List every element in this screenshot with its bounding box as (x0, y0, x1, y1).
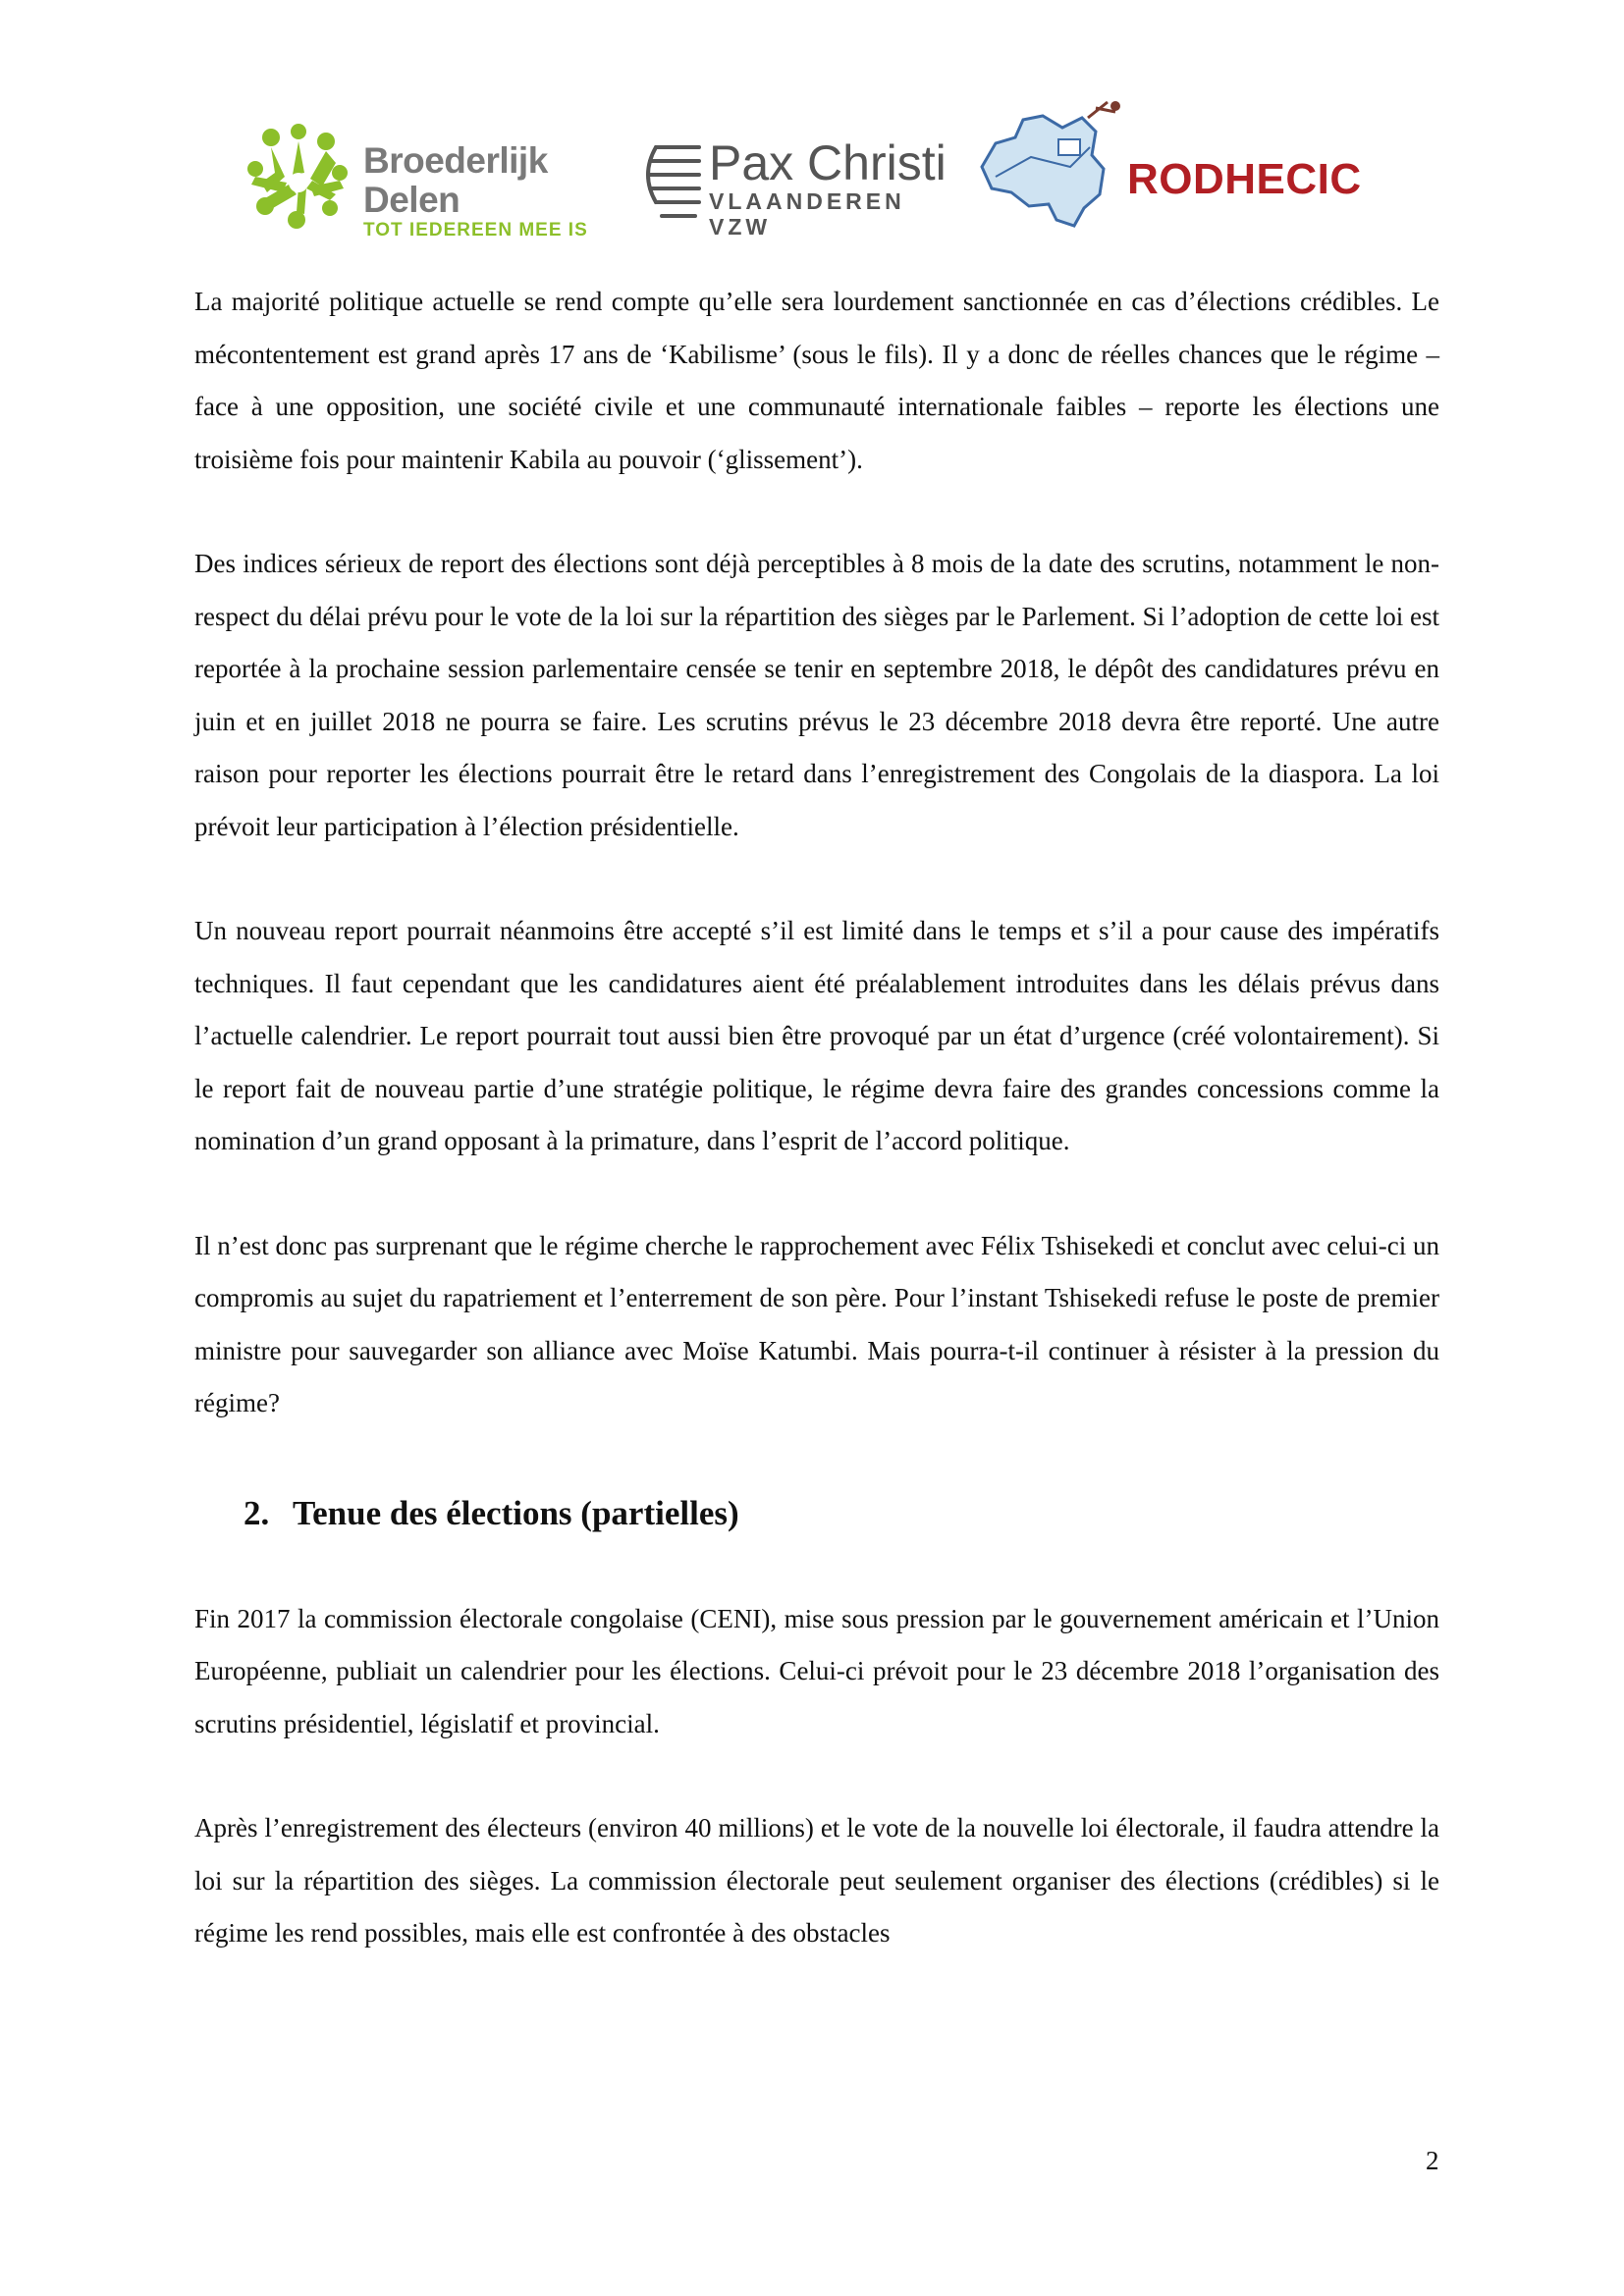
broederlijk-delen-tagline: TOT IEDEREEN MEE IS (363, 220, 588, 240)
paragraph-4: Il n’est donc pas surprenant que le régime cherche le rapprochement avec Félix Tshisekedi et conclut avec celui-ci un compromis au sujet du rapatriement et l’enterrement de son père. Pour l’instant Tshisekedi refuse le poste de premier ministre pour sauvegarder son alliance avec Moïse Katumbi. Mais pourra-t-il continuer à résister à la pression du régime? (194, 1230, 1439, 1417)
paragraph-2: Des indices sérieux de report des élections sont déjà perceptibles à 8 mois de la date des scrutins, notamment le non-respect du délai prévu pour le vote de la loi sur la répartition des sièges par le Parlement. Si l’adoption de cette loi est reportée à la prochaine session parlementaire censée se tenir en septembre 2018, le dépôt des candidatures prévu en juin et en juillet 2018 ne pourra se faire. Les scrutins prévus le 23 décembre 2018 devra être reporté. Une autre raison pour reporter les élections pourrait être le retard dans l’enregistrement des Congolais de la diaspora. La loi prévoit leur participation à l’élection présidentielle. (194, 549, 1439, 841)
paragraph-5: Fin 2017 la commission électorale congolaise (CENI), mise sous pression par le gouvernement américain et l’Union Européenne, publiait un calendrier pour les élections. Celui-ci prévoit pour le 23 décembre 2018 l’organisation des scrutins présidentiel, législatif et provincial. (194, 1603, 1439, 1738)
pax-christi-subtitle: VLAANDEREN VZW (709, 188, 905, 240)
rodhecic-logo (972, 98, 1384, 236)
pax-christi-logo (636, 135, 960, 240)
rodhecic-name: RODHECIC (1127, 155, 1362, 203)
paragraph-1: La majorité politique actuelle se rend compte qu’elle sera lourdement sanctionnée en cas d’élections crédibles. Le mécontentement est grand après 17 ans de ‘Kabilisme’ (sous le fils). Il y a donc de réelles chances que le régime – face à une opposition, une société civile et une communauté internationale faibles – reporte les élections une troisième fois pour maintenir Kabila au pouvoir (‘glissement’). (194, 287, 1439, 474)
broederlijk-delen-logo (242, 124, 605, 240)
broederlijk-delen-name: Broederlijk Delen (363, 140, 548, 220)
broederlijk-delen-figures-icon (242, 124, 355, 232)
section-number: 2. (244, 1493, 270, 1532)
page-number: 2 (1426, 2146, 1439, 2175)
section-title: Tenue des élections (partielles) (293, 1493, 739, 1532)
pax-christi-hands-icon (636, 137, 705, 226)
header-logos (0, 94, 1624, 241)
drc-map-icon (972, 98, 1129, 236)
paragraph-3: Un nouveau report pourrait néanmoins être accepté s’il est limité dans le temps et s’il a pour cause des impératifs techniques. Il faut cependant que les candidatures aient été préalablement introduites dans les délais prévus dans l’actuelle calendrier. Le report pourrait tout aussi bien être provoqué par un état d’urgence (créé volontairement). Si le report fait de nouveau partie d’une stratégie politique, le régime devra faire des grandes concessions comme la nomination d’un grand opposant à la primature, dans l’esprit de l’accord politique. (194, 916, 1439, 1155)
paragraph-6: Après l’enregistrement des électeurs (environ 40 millions) et le vote de la nouvelle loi électorale, il faudra attendre la loi sur la répartition des sièges. La commission électorale peut seulement organiser des élections (crédibles) si le régime les rend possibles, mais elle est confrontée à des obstacles (194, 1813, 1439, 1948)
section-heading (244, 1489, 1439, 1538)
pax-christi-name: Pax Christi (709, 135, 947, 190)
document-body (194, 276, 1439, 1960)
